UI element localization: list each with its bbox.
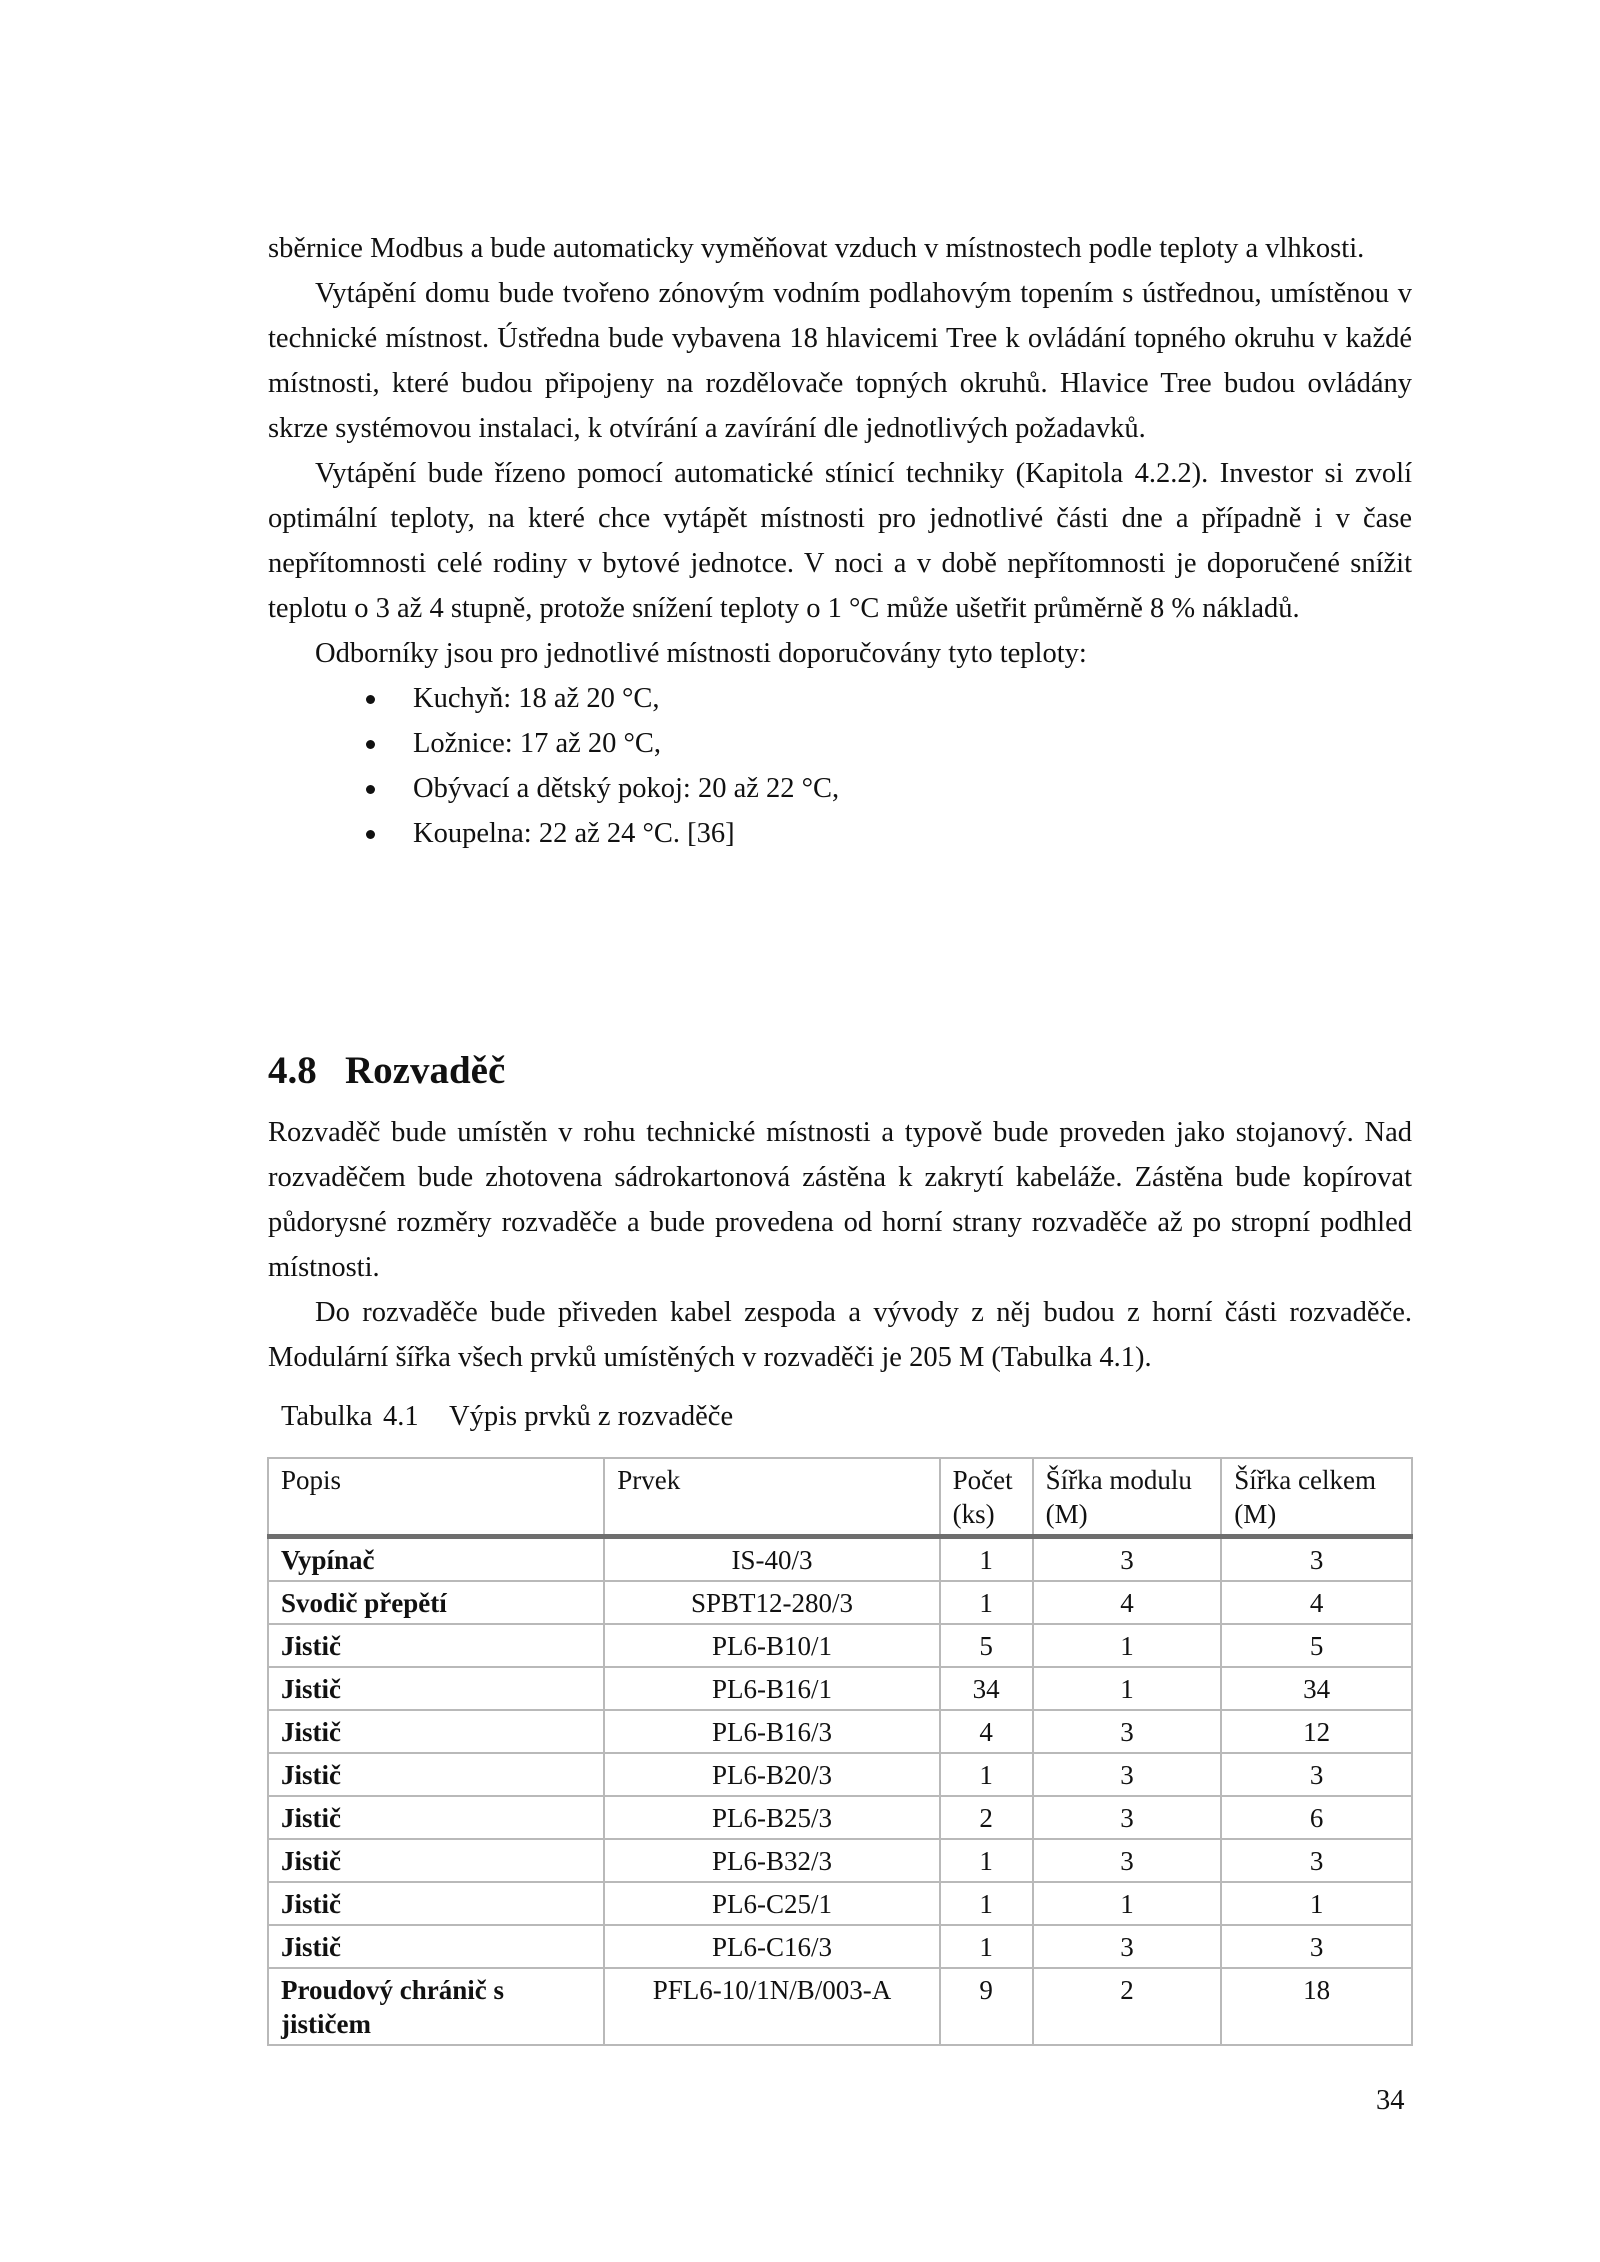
header-sirka-modulu: Šířka modulu (M)	[1033, 1458, 1222, 1537]
parts-table	[267, 1457, 1413, 2046]
header-sirka-celkem: Šířka celkem (M)	[1221, 1458, 1412, 1537]
paragraph-recommended-temps: Odborníky jsou pro jednotlivé místnosti doporučovány tyto teploty:	[315, 638, 1087, 669]
page-number: 34	[1376, 2085, 1405, 2116]
table-caption-label: Tabulka	[281, 1401, 373, 1432]
table-row: Jistič PL6-B20/3 1 3 3	[268, 1753, 1412, 1796]
table-row: Proudový chránič s jističem PFL6-10/1N/B/003-A 9 2 18	[268, 1968, 1412, 2045]
body-text-section	[268, 1110, 1412, 1380]
table-caption	[281, 1394, 733, 1439]
bullet-icon	[366, 740, 375, 749]
bullet-icon	[366, 695, 375, 704]
table-caption-number: 4.1	[383, 1401, 419, 1432]
header-prvek: Prvek	[604, 1458, 939, 1537]
paragraph-heating-control: Vytápění bude řízeno pomocí automatické stínicí techniky (Kapitola 4.2.2). Investor si zvolí optimální teploty, na které chce vytápět místnosti pro jednotlivé části dne a případně i v čase nepřítomnosti celé rodiny v bytové jednotce. V noci a v době nepřítomnosti je doporučené snížit teplotu o 3 až 4 stupně, protože snížení teploty o 1 °C může ušetřit průměrně 8 % nákladů.	[268, 458, 1412, 624]
table-row: Jistič PL6-B25/3 2 3 6	[268, 1796, 1412, 1839]
list-item: Ložnice: 17 až 20 °C,	[268, 721, 1412, 766]
header-pocet: Počet (ks)	[940, 1458, 1033, 1537]
list-item: Obývací a dětský pokoj: 20 až 22 °C,	[268, 766, 1412, 811]
paragraph-switchboard-cabling: Do rozvaděče bude přiveden kabel zespoda a vývody z něj budou z horní části rozvaděče. Modulární šířka všech prvků umístěných v rozvaděči je 205 M (Tabulka 4.1).	[268, 1297, 1412, 1373]
section-title: Rozvaděč	[345, 1049, 506, 1092]
table-header-row	[268, 1458, 1412, 1537]
list-item: Koupelna: 22 až 24 °C. [36]	[268, 811, 1412, 856]
header-popis: Popis	[268, 1458, 604, 1537]
table-caption-title: Výpis prvků z rozvaděče	[449, 1401, 734, 1432]
section-heading	[268, 1046, 505, 1096]
bullet-icon	[366, 830, 375, 839]
section-number: 4.8	[268, 1049, 317, 1092]
bullet-icon	[366, 785, 375, 794]
table-row: Jistič PL6-B10/1 5 1 5	[268, 1624, 1412, 1667]
table-row: Jistič PL6-C16/3 1 3 3	[268, 1925, 1412, 1968]
body-text-top	[268, 226, 1412, 856]
table-row: Jistič PL6-B16/3 4 3 12	[268, 1710, 1412, 1753]
table-row: Svodič přepětí SPBT12-280/3 1 4 4	[268, 1581, 1412, 1624]
table-row: Jistič PL6-B16/1 34 1 34	[268, 1667, 1412, 1710]
temperature-list	[268, 676, 1412, 856]
table-row: Vypínač IS-40/3 1 3 3	[268, 1537, 1412, 1582]
table-row: Jistič PL6-C25/1 1 1 1	[268, 1882, 1412, 1925]
list-item: Kuchyň: 18 až 20 °C,	[268, 676, 1412, 721]
table-row: Jistič PL6-B32/3 1 3 3	[268, 1839, 1412, 1882]
paragraph-ventilation-end: sběrnice Modbus a bude automaticky vyměňovat vzduch v místnostech podle teploty a vlhkosti.	[268, 233, 1365, 264]
paragraph-heating: Vytápění domu bude tvořeno zónovým vodním podlahovým topením s ústřednou, umístěnou v technické místnost. Ústředna bude vybavena 18 hlavicemi Tree k ovládání topného okruhu v každé místnosti, které budou připojeny na rozdělovače topných okruhů. Hlavice Tree budou ovládány skrze systémovou instalaci, k otvírání a zavírání dle jednotlivých požadavků.	[268, 278, 1412, 444]
paragraph-switchboard-placement: Rozvaděč bude umístěn v rohu technické místnosti a typově bude proveden jako stojanový. Nad rozvaděčem bude zhotovena sádrokartonová zástěna k zakrytí kabeláže. Zástěna bude kopírovat půdorysné rozměry rozvaděče a bude provedena od horní strany rozvaděče až po stropní podhled místnosti.	[268, 1117, 1412, 1283]
